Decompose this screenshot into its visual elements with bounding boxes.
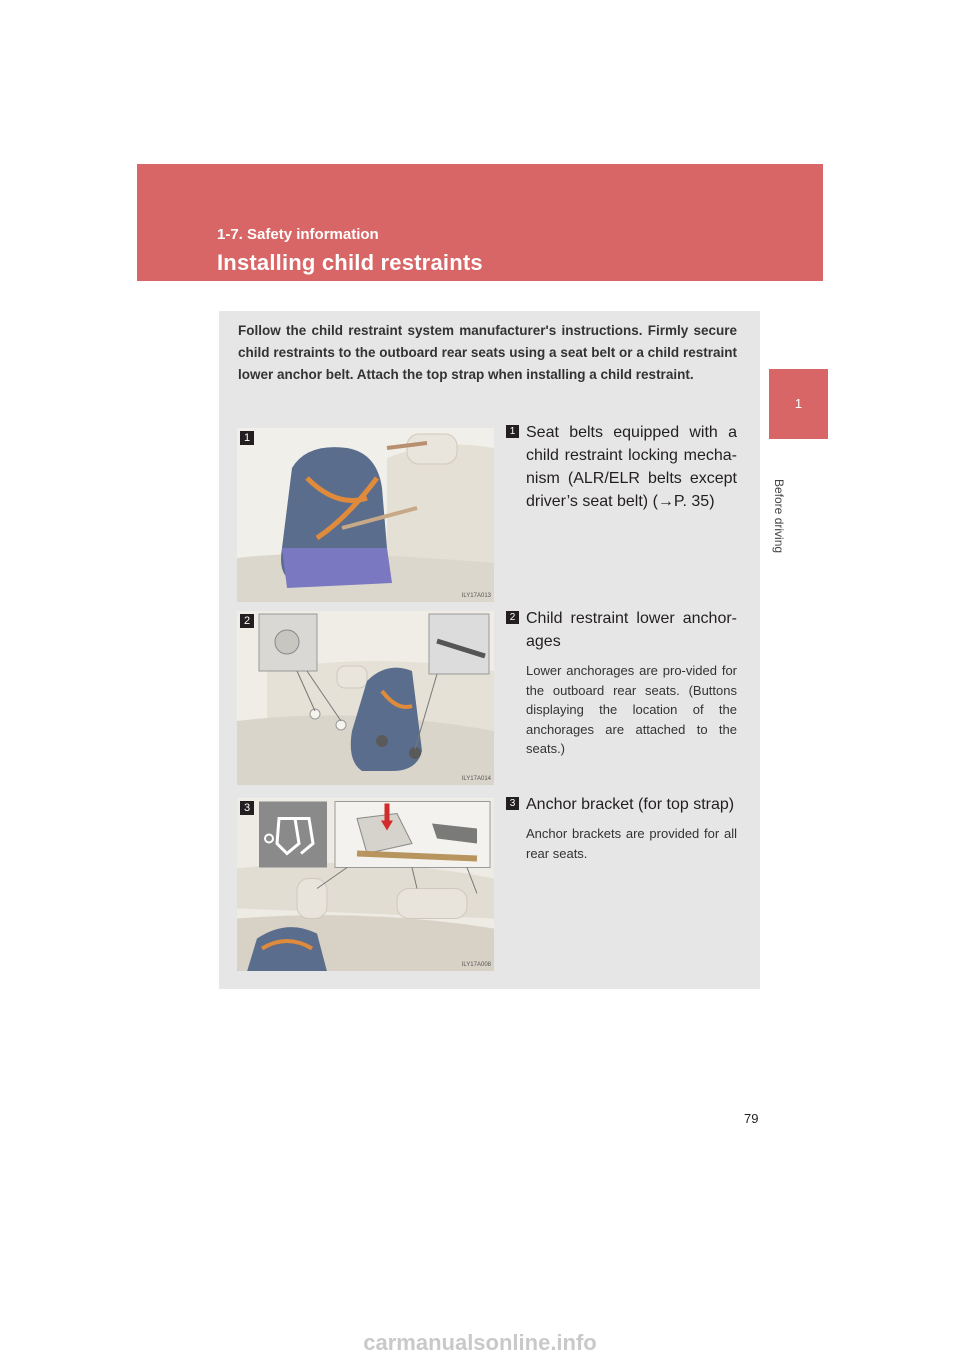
item-description: Lower anchorages are pro-vided for the outboard rear seats. (Buttons displaying the location of the anchorages are attached to the seats.) (526, 663, 737, 756)
item-number: 2 (506, 611, 519, 624)
figure-code: ILY17A008 (461, 962, 491, 968)
item-seat-belts (506, 421, 737, 513)
figure-seat-belt-child-seat (237, 428, 494, 602)
item-anchor-bracket (506, 793, 737, 863)
figure-number: 3 (240, 801, 254, 815)
item-lower-anchorages (506, 607, 737, 759)
figure-number: 2 (240, 614, 254, 628)
figure-code: ILY17A014 (461, 776, 491, 782)
figure-number: 1 (240, 431, 254, 445)
chapter-label: Before driving (772, 479, 786, 554)
header-band (137, 164, 823, 281)
section-label: 1-7. Safety information (217, 226, 379, 243)
item-title: Anchor bracket (for top strap) (526, 796, 735, 813)
item-number: 1 (506, 425, 519, 438)
page-title: Installing child restraints (217, 250, 483, 275)
item-number: 3 (506, 797, 519, 810)
watermark: carmanualsonline.info (363, 1330, 597, 1355)
item-description: Anchor brackets are provided for all rear seats. (526, 826, 737, 861)
lower-anchorage-illustration (237, 611, 494, 785)
figure-anchor-bracket (237, 798, 494, 971)
figure-code: ILY17A013 (461, 593, 491, 599)
figure-lower-anchorages (237, 611, 494, 785)
item-title: Child restraint lower anchor-ages (526, 610, 737, 650)
intro-text: Follow the child restraint system manufacturer's instructions. Firmly secure child restraints to the outboard rear seats using a seat belt or a child restraint lower anchor belt. Attach the top strap when installing a child restraint. (238, 323, 737, 382)
content-box (219, 311, 760, 989)
anchor-bracket-illustration (237, 798, 494, 971)
page-number: 79 (744, 1111, 759, 1126)
child-seat-illustration (237, 428, 494, 602)
chapter-tab[interactable]: 1 (769, 369, 828, 439)
item-title: Seat belts equipped with a child restraint locking mecha-nism (ALR/ELR belts except driver’s seat belt) (→P. 35) (526, 424, 737, 510)
